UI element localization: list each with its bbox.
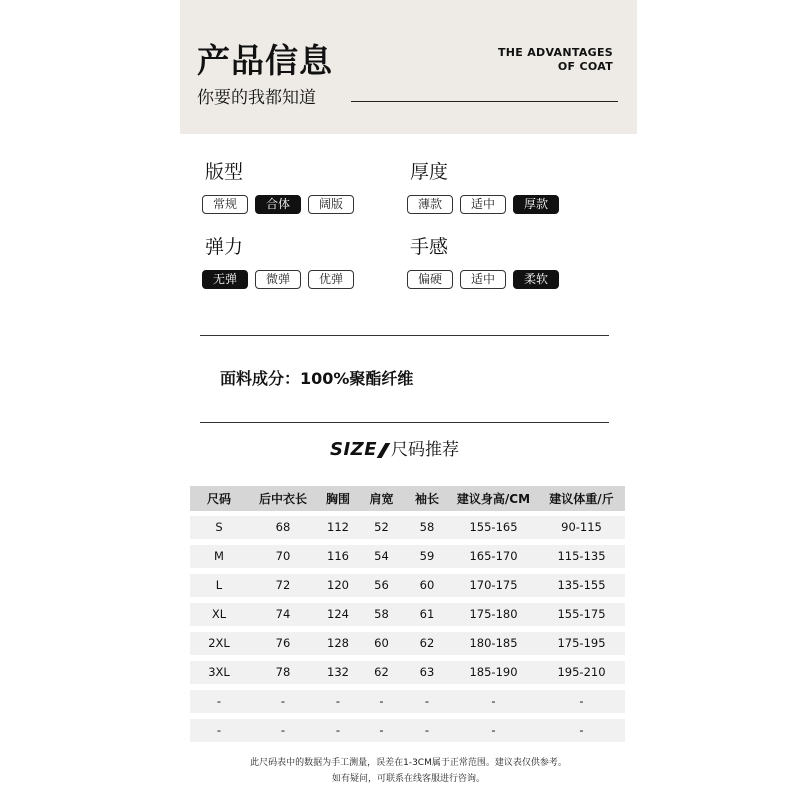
- tag-fit-loose: 阔版: [308, 195, 354, 214]
- table-cell: 68: [275, 519, 291, 534]
- table-row: [190, 690, 625, 713]
- table-cell: 60: [374, 635, 389, 650]
- table-cell: 155-165: [469, 519, 518, 534]
- table-cell: 135-155: [557, 577, 606, 592]
- attr-thickness-title: 厚度: [410, 161, 449, 183]
- tag-thickness-thin: 薄款: [407, 195, 453, 214]
- table-cell: -: [216, 722, 222, 737]
- table-cell: 59: [419, 548, 435, 563]
- product-info-page: [180, 0, 637, 800]
- disclaimer-line1: 此尺码表中的数据为手工测量，误差在1-3CM属于正常范围。建议表仅供参考。: [250, 758, 567, 768]
- table-cell: 62: [419, 635, 435, 650]
- table-cell: M: [214, 548, 224, 563]
- table-row: [190, 719, 625, 742]
- table-cell: -: [216, 693, 222, 708]
- col-header: 袖长: [414, 491, 439, 506]
- table-cell: -: [579, 693, 584, 708]
- table-cell: 180-185: [469, 635, 518, 650]
- table-cell: 112: [327, 519, 349, 534]
- disclaimer-line2: 如有疑问，可联系在线客服进行咨询。: [331, 774, 485, 784]
- col-header: 后中衣长: [258, 491, 307, 506]
- table-row: [190, 603, 625, 626]
- table-cell: 124: [327, 606, 349, 621]
- size-table-body: [190, 516, 625, 742]
- table-cell: -: [335, 722, 341, 737]
- tag-feel-medium: 适中: [460, 270, 506, 289]
- table-cell: 2XL: [208, 635, 230, 650]
- table-cell: XL: [211, 606, 227, 621]
- english-heading: [498, 46, 613, 74]
- col-header: 建议身高/CM: [456, 491, 531, 506]
- table-cell: 63: [419, 664, 435, 679]
- attr-stretch-options: [202, 270, 354, 289]
- tag-stretch-slight: 微弹: [255, 270, 301, 289]
- table-cell: 54: [374, 548, 389, 563]
- table-cell: -: [379, 722, 384, 737]
- table-cell: -: [280, 693, 286, 708]
- table-cell: 58: [419, 519, 435, 534]
- table-cell: 60: [419, 577, 435, 592]
- table-cell: 115-135: [557, 548, 606, 563]
- table-row: [190, 661, 625, 684]
- tag-feel-stiff: 偏硬: [407, 270, 453, 289]
- size-table-header: [190, 486, 625, 511]
- col-header: 肩宽: [369, 491, 394, 506]
- table-cell: L: [215, 577, 223, 592]
- table-cell: 78: [275, 664, 291, 679]
- table-cell: 76: [275, 635, 291, 650]
- table-cell: 165-170: [469, 548, 518, 563]
- table-cell: -: [579, 722, 584, 737]
- table-cell: -: [335, 693, 341, 708]
- page-title: 产品信息: [197, 41, 333, 80]
- english-heading-line1: THE ADVANTAGES: [497, 46, 613, 59]
- table-cell: -: [379, 693, 384, 708]
- attr-stretch-title: 弹力: [205, 236, 244, 258]
- table-cell: 52: [374, 519, 389, 534]
- attr-feel-options: [407, 270, 559, 289]
- table-row: [190, 516, 625, 539]
- table-cell: -: [491, 693, 496, 708]
- table-cell: 90-115: [561, 519, 602, 534]
- table-cell: -: [280, 722, 286, 737]
- attr-fit-title: 版型: [205, 161, 244, 183]
- size-table: [190, 486, 625, 748]
- table-row: [190, 632, 625, 655]
- table-cell: 132: [327, 664, 349, 679]
- table-cell: 72: [275, 577, 291, 592]
- tag-thickness-thick-selected: 厚款: [513, 195, 559, 214]
- table-cell: -: [424, 693, 430, 708]
- table-cell: 70: [275, 548, 291, 563]
- divider-bottom: [200, 422, 609, 423]
- table-cell: -: [424, 722, 430, 737]
- table-cell: 56: [374, 577, 389, 592]
- fabric-composition: 面料成分：100%聚酯纤维: [220, 369, 414, 388]
- table-cell: 3XL: [208, 664, 230, 679]
- attr-fit-options: [202, 195, 354, 214]
- attr-feel-title: 手感: [410, 236, 449, 258]
- tag-thickness-medium: 适中: [460, 195, 506, 214]
- table-cell: 61: [419, 606, 435, 621]
- table-cell: 116: [327, 548, 349, 563]
- table-cell: 195-210: [557, 664, 606, 679]
- table-cell: 62: [374, 664, 389, 679]
- table-cell: 185-190: [469, 664, 518, 679]
- table-row: [190, 545, 625, 568]
- size-slash-mark: [377, 443, 391, 458]
- col-header: 胸围: [325, 491, 350, 506]
- size-logo: SIZE: [330, 439, 378, 460]
- tag-fit-fitted-selected: 合体: [255, 195, 301, 214]
- page-subtitle: 你要的我都知道: [197, 88, 316, 108]
- table-cell: 175-195: [557, 635, 606, 650]
- table-cell: 128: [327, 635, 349, 650]
- tag-stretch-none-selected: 无弹: [202, 270, 248, 289]
- tag-feel-soft-selected: 柔软: [513, 270, 559, 289]
- col-header: 建议体重/斤: [549, 491, 614, 506]
- table-cell: 170-175: [469, 577, 518, 592]
- table-row: [190, 574, 625, 597]
- attr-thickness-options: [407, 195, 559, 214]
- table-cell: 155-175: [557, 606, 606, 621]
- tag-stretch-good: 优弹: [308, 270, 354, 289]
- tag-fit-regular: 常规: [202, 195, 248, 214]
- table-cell: 74: [275, 606, 291, 621]
- table-cell: 58: [374, 606, 389, 621]
- english-heading-line2: OF COAT: [557, 60, 613, 73]
- col-header: 尺码: [206, 491, 231, 506]
- divider-top: [200, 335, 609, 336]
- header-band: [180, 0, 637, 134]
- size-heading: [330, 441, 459, 459]
- table-cell: 175-180: [469, 606, 518, 621]
- table-cell: S: [215, 519, 223, 534]
- table-cell: -: [491, 722, 496, 737]
- table-cell: 120: [327, 577, 349, 592]
- size-heading-title: 尺码推荐: [391, 439, 460, 460]
- header-rule: [351, 101, 618, 102]
